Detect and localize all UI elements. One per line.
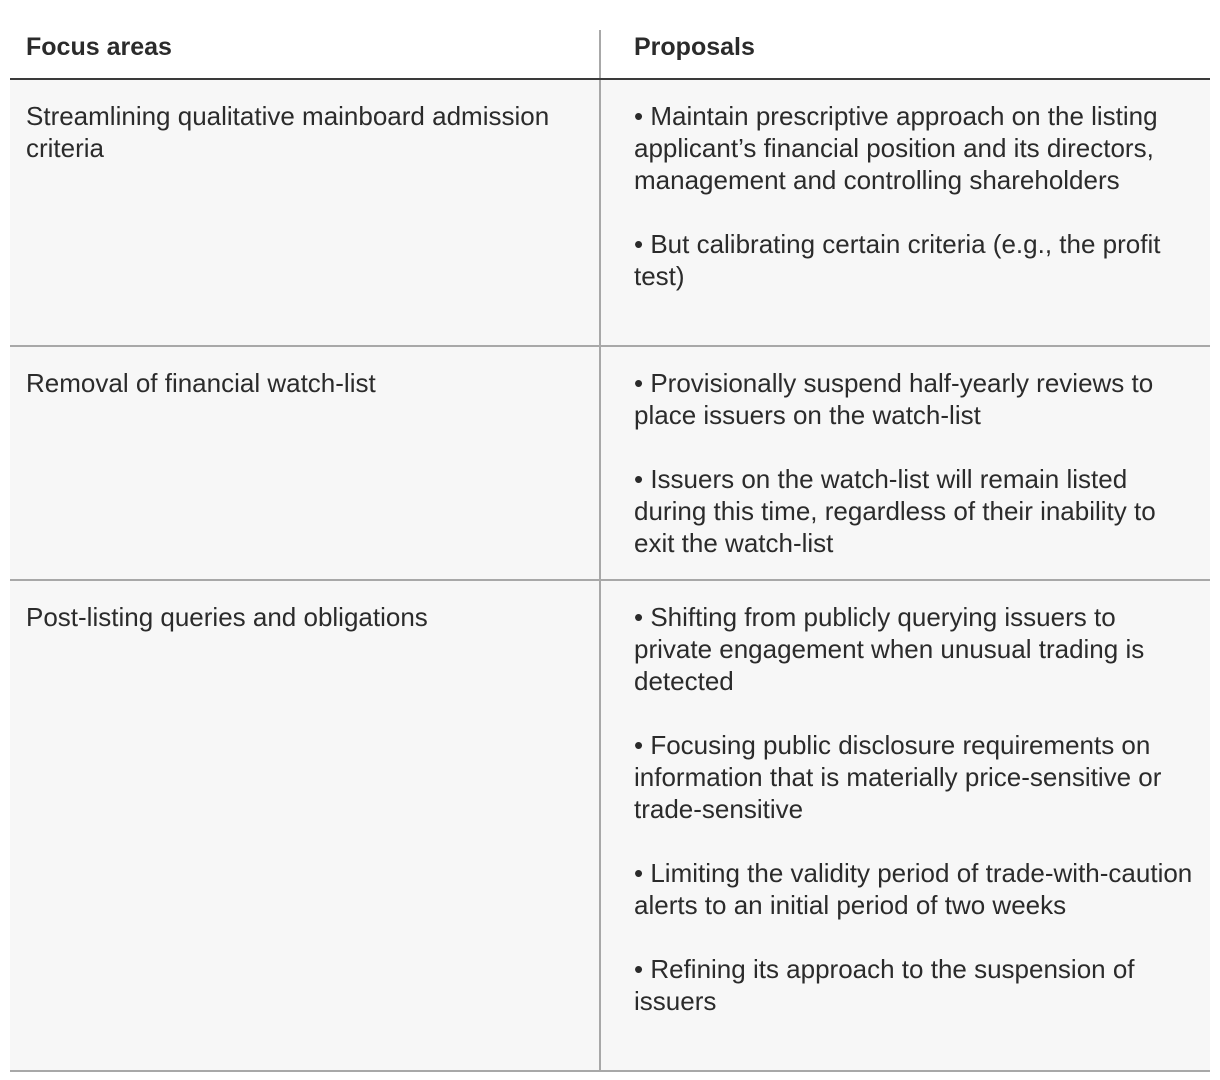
proposals-cell [601,80,1210,345]
proposal-item: • Refining its approach to the suspension of issuers [634,954,1135,1016]
focus-area-text: Post-listing queries and obligations [26,602,428,632]
proposal-item: • Provisionally suspend half-yearly reviews to place issuers on the watch-list [634,368,1154,430]
proposal-item: • Issuers on the watch-list will remain listed during this time, regardless of their inability to exit the watch-list [634,464,1156,558]
focus-area-cell [10,80,601,345]
focus-area-cell [10,581,601,1070]
proposal-item: • Shifting from publicly querying issuers to private engagement when unusual trading is detected [634,602,1145,696]
table-row [10,80,1210,347]
focus-proposals-table [10,30,1210,1072]
focus-area-text: Removal of financial watch-list [26,368,376,398]
proposal-item: • Focusing public disclosure requirements on information that is materially price-sensitive or trade-sensitive [634,730,1162,824]
proposals-cell [601,581,1210,1070]
table-header-row [10,30,1210,80]
header-proposals: Proposals [634,33,755,61]
proposal-item: • But calibrating certain criteria (e.g., the profit test) [634,229,1161,291]
table-row [10,347,1210,581]
proposal-item: • Limiting the validity period of trade-with-caution alerts to an initial period of two weeks [634,858,1193,920]
focus-area-cell [10,347,601,579]
proposal-item: • Maintain prescriptive approach on the listing applicant’s financial position and its directors, management and controlling shareholders [634,101,1158,195]
focus-area-text: Streamlining qualitative mainboard admission criteria [26,101,550,163]
table-row [10,581,1210,1072]
header-focus-areas: Focus areas [10,30,601,78]
proposals-cell [601,347,1210,579]
